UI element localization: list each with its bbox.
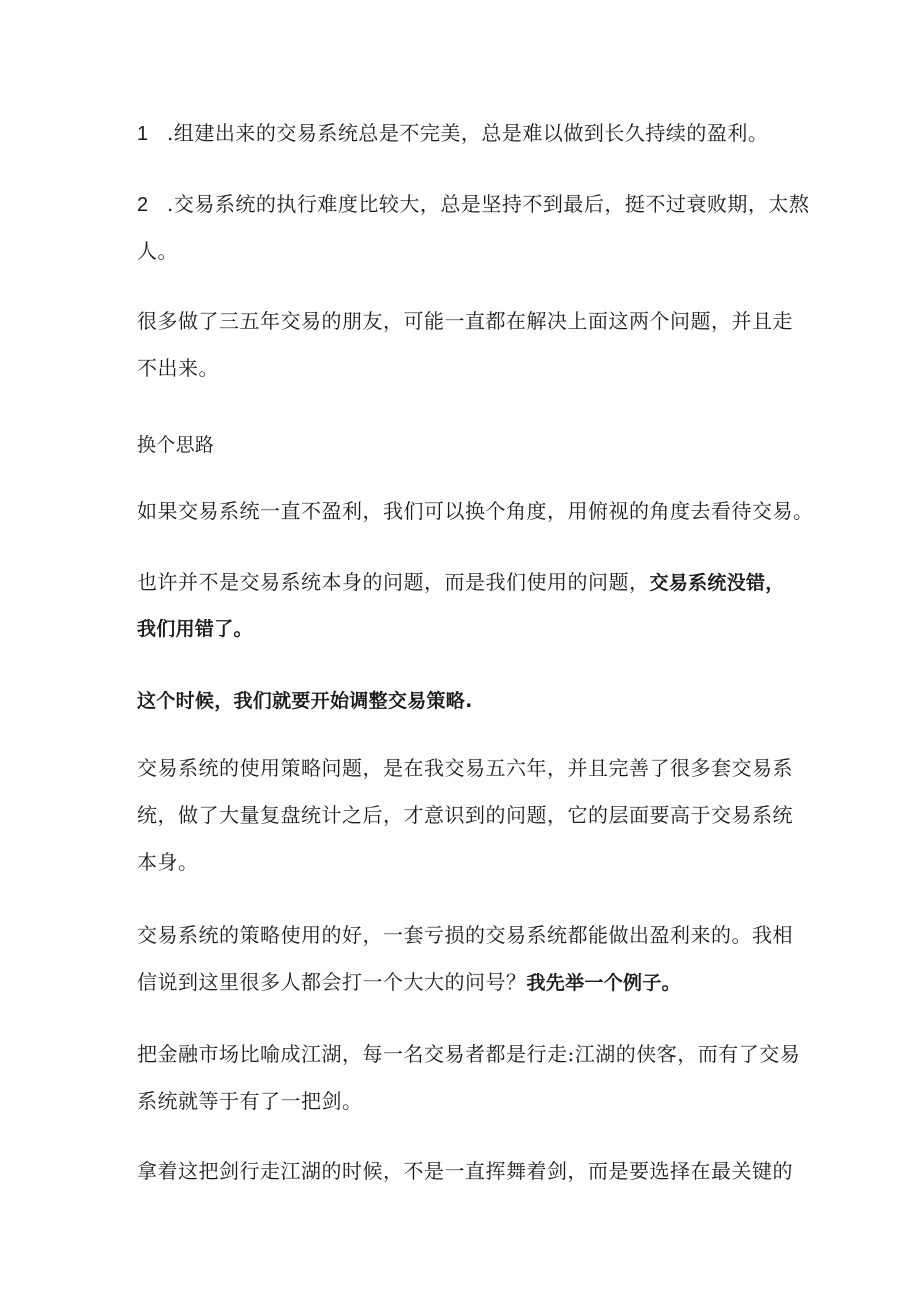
emphasis-paragraph: 这个时候，我们就要开始调整交易策略. (137, 690, 473, 712)
paragraph-line: 系统就等于有了一把剑。 (137, 1089, 363, 1113)
emphasis-text: 我先举一个例子。 (526, 972, 681, 994)
emphasis-text: 交易系统没错， (649, 572, 785, 594)
paragraph (137, 745, 797, 886)
paragraph-line: 把金融市场比喻成江湖，每一名交易者都是行走:江湖的侠客，而有了交易 (137, 1042, 801, 1066)
paragraph-line: 很多做了三五年交易的朋友，可能一直都在解决上面这两个问题，并且走 (137, 309, 793, 333)
list-item-text: .组建出来的交易系统总是不完美，总是难以做到长久持续的盈利。 (167, 121, 769, 145)
paragraph (137, 1148, 797, 1195)
list-item-2 (137, 181, 810, 275)
paragraph-line: 交易系统的使用策略问题，是在我交易五六年，并且完善了很多套交易系 (137, 756, 793, 780)
list-item-text: .交易系统的执行难度比较大，总是坚持不到最后，挺不过衰败期，太熬 (167, 192, 810, 216)
list-number: 1 (137, 123, 149, 145)
paragraph-line: 统，做了大量复盘统计之后，才意识到的问题，它的层面要高于交易系统 (137, 803, 793, 827)
paragraph (137, 298, 797, 392)
paragraph-line: 本身。 (137, 850, 199, 874)
list-item-1 (137, 110, 797, 157)
paragraph-text: 也许并不是交易系统本身的问题，而是我们使用的问题， (137, 570, 650, 594)
paragraph (137, 559, 797, 653)
emphasis-text: 我们用错了。 (137, 618, 253, 640)
paragraph (137, 1031, 801, 1125)
paragraph-line: 拿着这把剑行走江湖的时候，不是一直挥舞着剑，而是要选择在最关键的 (137, 1159, 793, 1183)
paragraph-line: 不出来。 (137, 356, 219, 380)
paragraph-line: 如果交易系统一直不盈利，我们可以换个角度，用俯视的角度去看待交易。 (137, 499, 814, 523)
paragraph-text: 信说到这里很多人都会打一个大大的问号？ (137, 970, 527, 994)
paragraph-line: 交易系统的策略使用的好，一套亏损的交易系统都能做出盈利来的。我相 (137, 923, 793, 947)
list-number: 2 (137, 194, 149, 216)
paragraph (137, 912, 797, 1006)
list-item-text: 人。 (137, 239, 178, 263)
section-heading: 换个思路 (137, 434, 215, 456)
paragraph (137, 488, 814, 535)
